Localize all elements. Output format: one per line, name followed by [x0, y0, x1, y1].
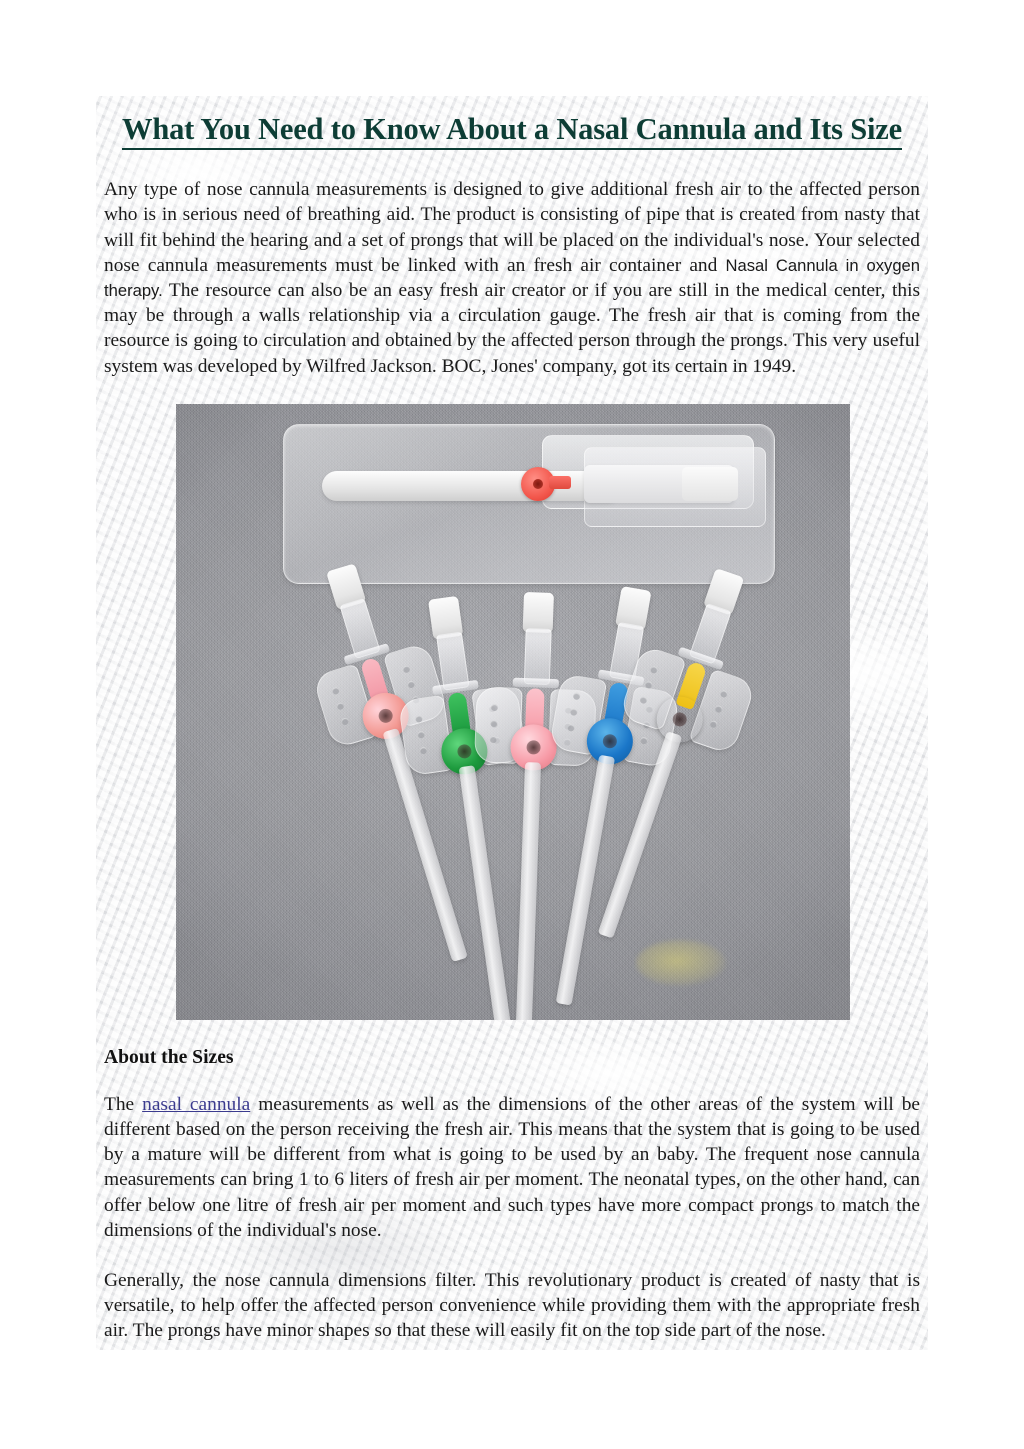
wing-holes [708, 689, 735, 733]
intro-paragraph [100, 177, 924, 379]
page-title-text: What You Need to Know About a Nasal Cannula and Its Size [122, 112, 902, 150]
wing-holes [638, 665, 665, 709]
intro-paragraph-part2: The resource can also be an easy fresh air creator or if you are still in the medical center, this may be through a walls relationship via a circulation gauge. The fresh air that is coming from the resource is going to circulation and obtained by the affected person through the prongs. This very useful system was developed by Wilfred Jackson. BOC, Jones' company, got its certain in 1949. [104, 279, 920, 377]
packaged-valve-tab [549, 476, 571, 489]
catheter-tube [459, 765, 512, 1020]
sizes-paragraph-1-after-link: measurements as well as the dimensions of the other areas of the system will be different based on the person receiving the fresh air. This means that the system that is going to be used by a mature will be different from what is going to be used by an baby. The frequent nose cannula measurements can bring 1 to 6 liters of fresh air per moment. The neonatal types, on the other hand, can offer below one litre of fresh air per moment and such types have more compact prongs to match the dimensions of the individual's nose. [104, 1093, 921, 1241]
sizes-paragraph-1-before-link: The [104, 1093, 143, 1115]
intro-paragraph-part1: Any type of nose cannula measurements is designed to give additional fresh air to the affected person who is in serious need of breathing aid. The product is consisting of pipe that is created from nasty that will fit behind the hearing and a set of prongs that will be placed on the individual's nose. Your selected nose cannula measurements must be linked with an fresh air container and [104, 179, 920, 276]
nasal-cannula-link[interactable]: nasal cannula [142, 1093, 251, 1115]
catheter-collar [513, 677, 559, 688]
blister-package [283, 424, 775, 584]
packaged-catheter-valve [521, 463, 567, 503]
sizes-paragraph-2-text: Generally, the nose cannula dimensions filter. This revolutionary product is created of nasty that is versatile, to help offer the affected person convenience while providing them with the appropriate fresh air. The prongs have minor shapes so that these will easily fit on the top side part of the nose. [104, 1270, 920, 1342]
catheter-chamber [524, 628, 552, 685]
packaged-catheter-endcap [682, 467, 738, 501]
article-content-block [96, 96, 928, 1350]
figure-wrapper [100, 404, 924, 1020]
wing-holes [331, 684, 357, 728]
wing-holes [490, 704, 505, 746]
section-heading-about-the-sizes: About the Sizes [104, 1046, 234, 1068]
catheter-tube [515, 762, 541, 1020]
packaged-catheter-barrel [322, 471, 622, 501]
sizes-paragraph-1 [100, 1092, 924, 1243]
sizes-paragraph-2 [100, 1268, 924, 1344]
catheter-tube [556, 754, 616, 1005]
catheter-cap [523, 592, 554, 633]
wing-holes [415, 714, 435, 758]
page-title [100, 112, 924, 150]
cannula-photograph [176, 404, 850, 1020]
wing-holes [567, 692, 588, 736]
surface-stain [636, 940, 726, 986]
intro-paragraph-sans-span: Nasal Cannula in oxygen therapy. [104, 255, 921, 300]
